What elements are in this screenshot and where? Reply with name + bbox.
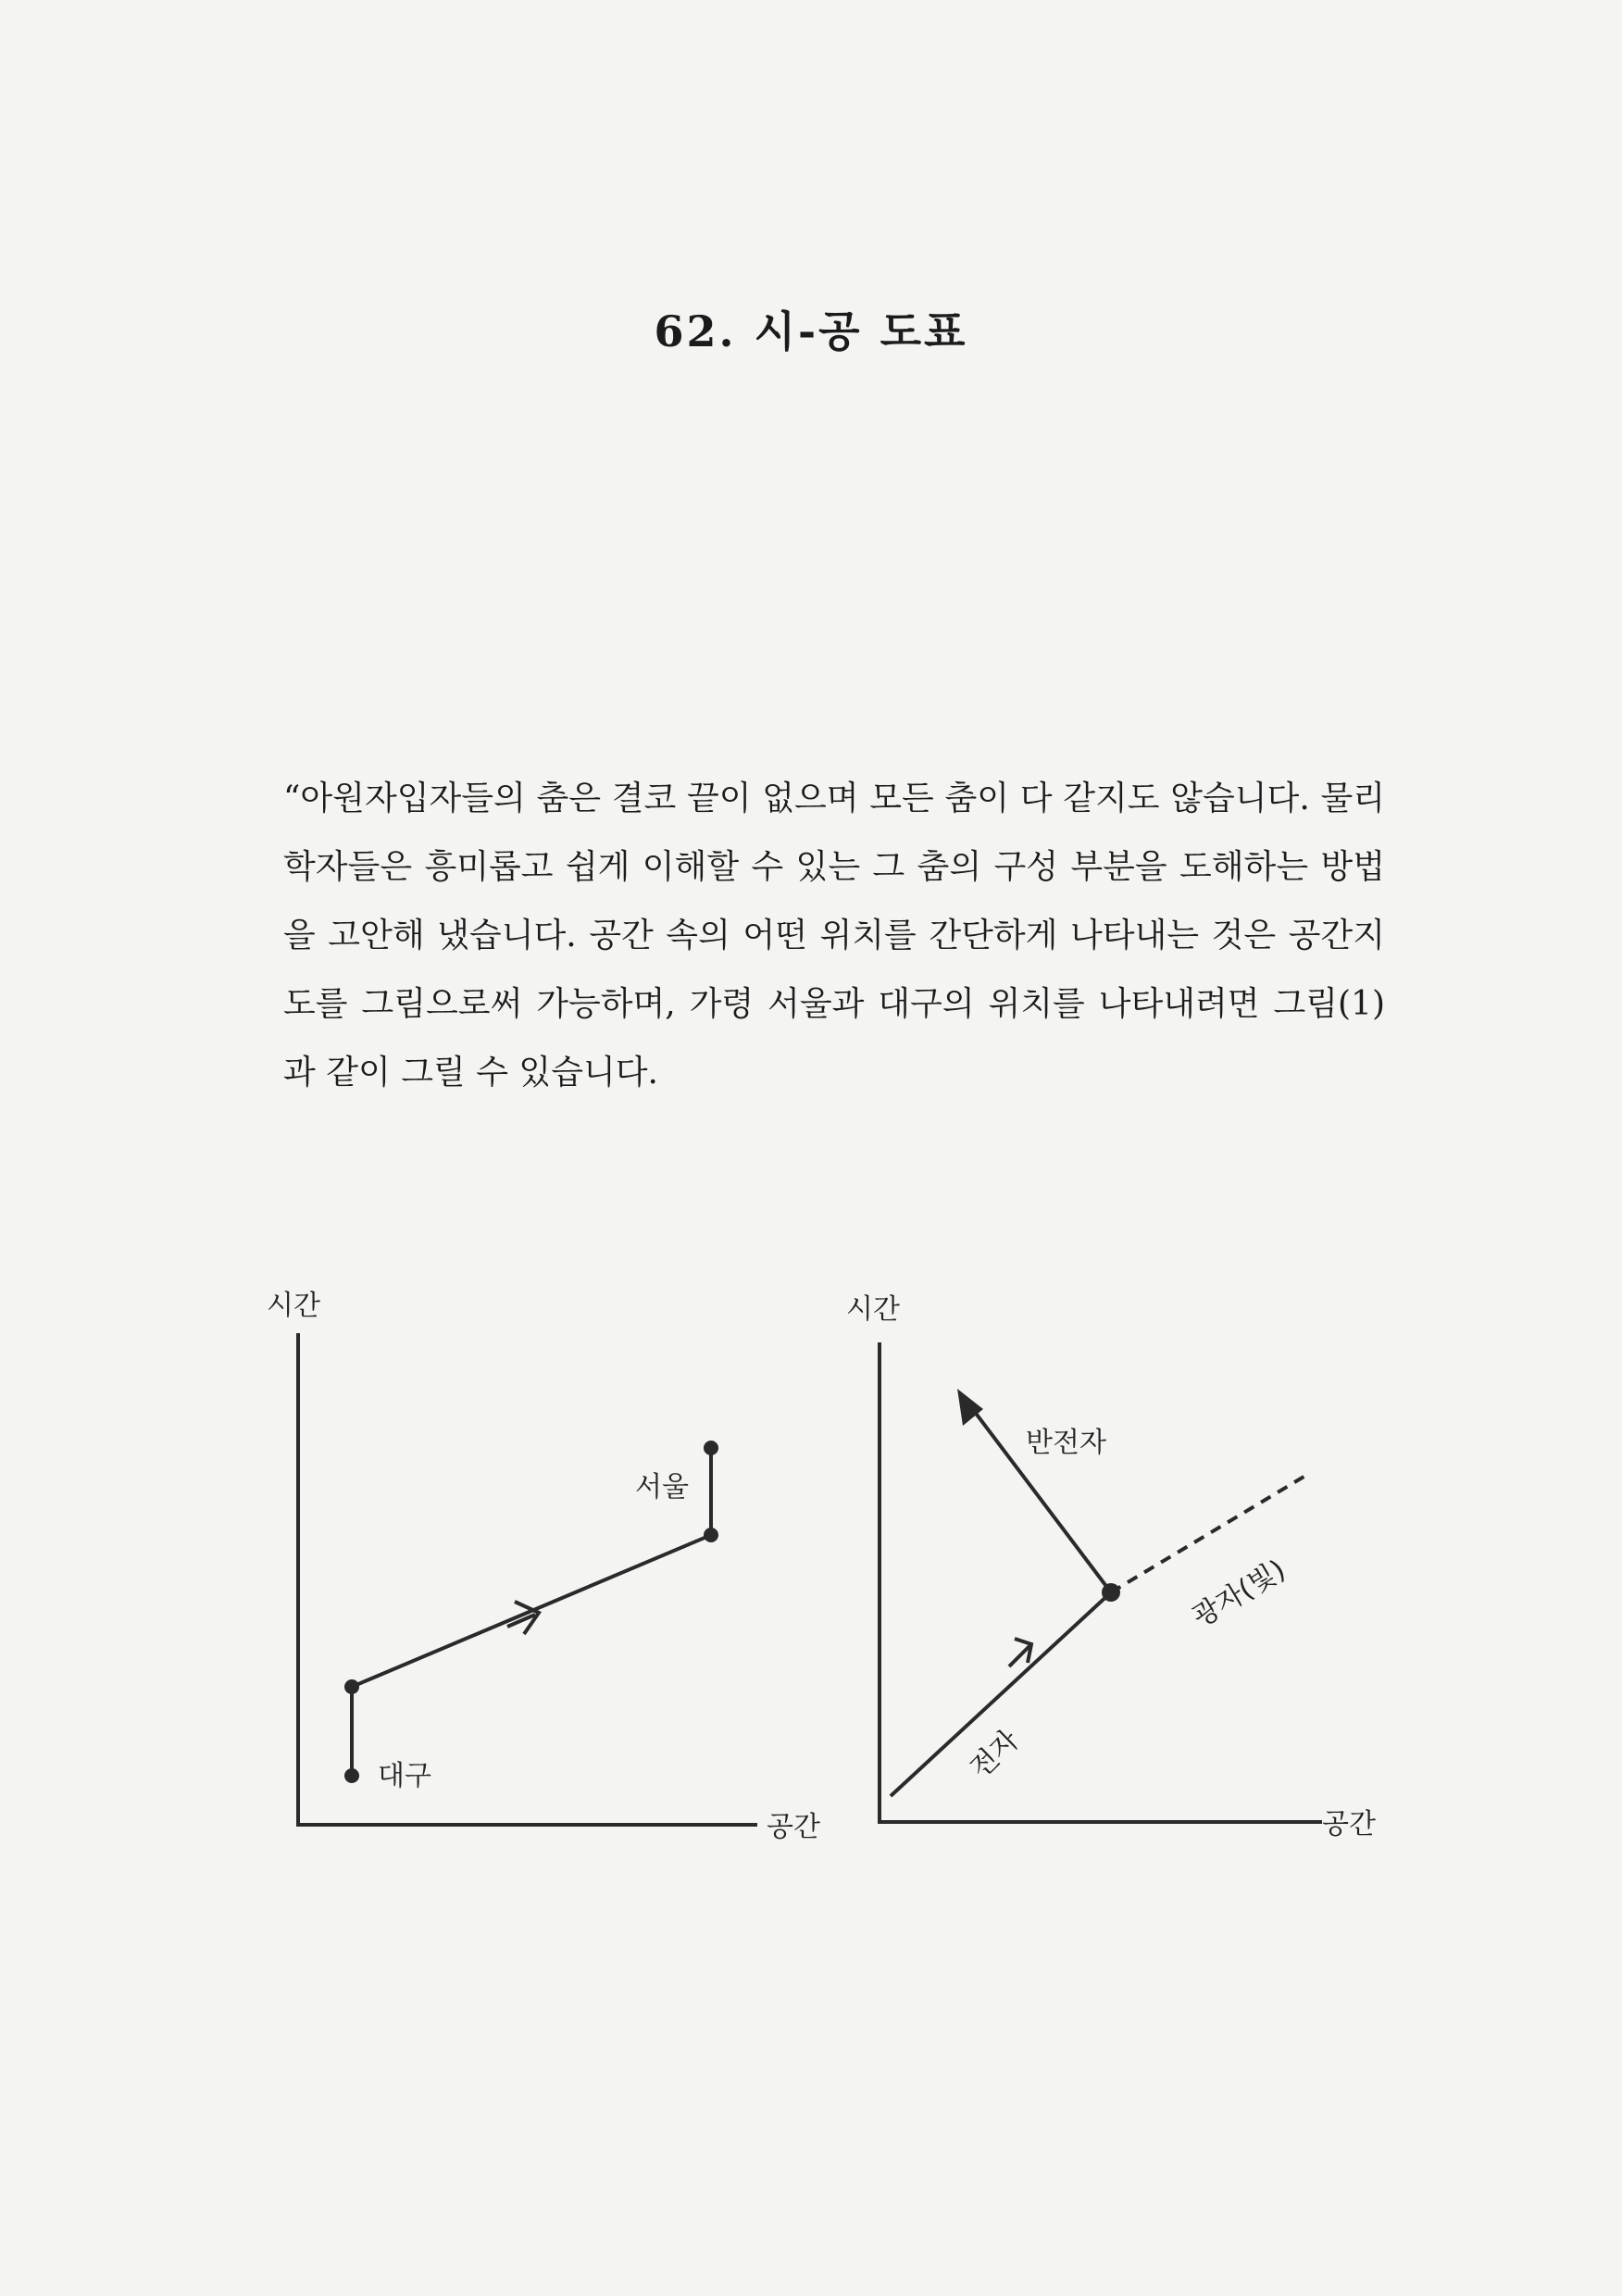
daegu-label: 대구: [378, 1760, 431, 1792]
positron-label: 반전자: [1026, 1427, 1106, 1459]
left-x-axis-label: 공간: [767, 1811, 820, 1843]
left-y-axis-label: 시간: [267, 1290, 320, 1322]
body-paragraph: “아원자입자들의 춤은 결코 끝이 없으며 모든 춤이 다 같지도 않습니다. 물리학자들은 흥미롭고 쉽게 이해할 수 있는 그 춤의 구성 부분을 도해하는 방법을 고안해 냈습니다. 공간 속의 어떤 위치를 간단하게 나타내는 것은 공간지도를 그림으로써 가능하며, 가령 서울과 대구의 위치를 나타내려면 그림(1)과 같이 그릴 수 있습니다.: [283, 780, 1385, 1092]
right-x-axis-label: 공간: [1322, 1808, 1376, 1841]
right-y-axis-label: 시간: [846, 1293, 900, 1326]
seoul-label: 서울: [635, 1471, 689, 1504]
positron-worldline: [957, 1389, 1111, 1592]
page-title: 62. 시-공 도표: [654, 306, 968, 356]
electron-label: 전자: [964, 1724, 1026, 1785]
interaction-vertex: [1102, 1583, 1120, 1602]
photon-label: 광자(빛): [1187, 1554, 1291, 1634]
